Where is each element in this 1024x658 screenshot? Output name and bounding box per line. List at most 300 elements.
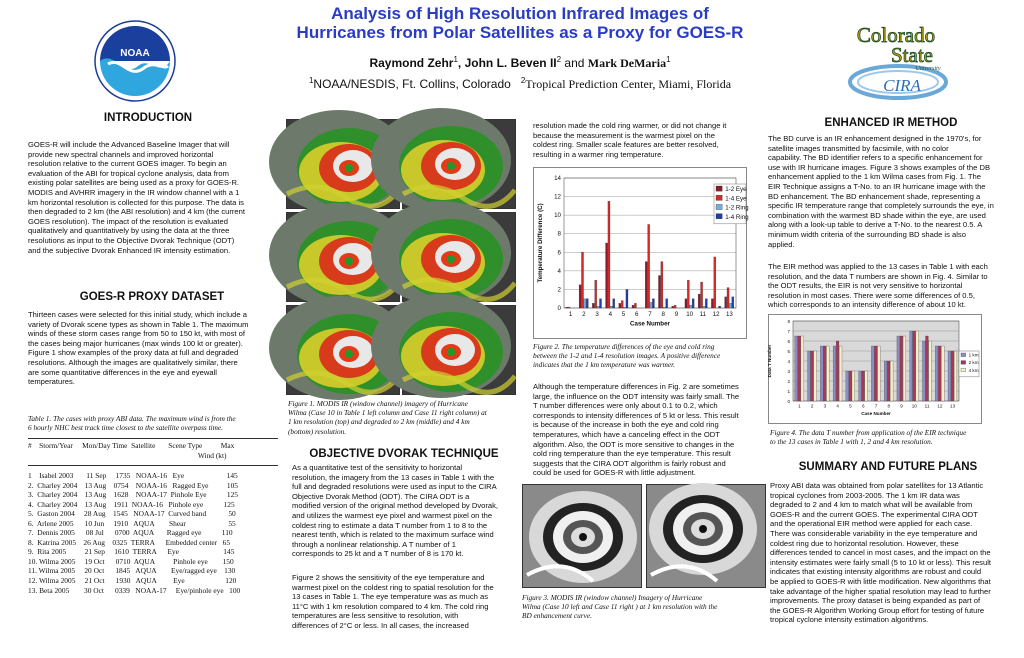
table1-row: 8. Katrina 2005 26 Aug 0325 TERRA Embedded center 65 — [28, 537, 231, 547]
bar — [913, 331, 916, 401]
figure1-caption — [288, 399, 520, 436]
x-tick-label: 3 — [823, 403, 827, 409]
x-axis-label: Case Number — [861, 411, 891, 417]
bar — [732, 297, 734, 308]
bar — [849, 371, 852, 401]
x-tick-label: 12 — [937, 403, 943, 409]
legend-swatch — [961, 361, 966, 365]
bar — [808, 351, 811, 401]
intro-text-line: then degraded to 2 km (the ABI resolution) and 4 km (the current — [28, 207, 245, 217]
eir-heading: ENHANCED IR METHOD — [824, 117, 958, 129]
y-tick-label: 14 — [554, 175, 561, 182]
affil-1-sup: 1 — [308, 76, 314, 85]
bar — [811, 351, 814, 401]
summary-heading: SUMMARY AND FUTURE PLANS — [798, 461, 978, 473]
legend-swatch — [961, 353, 966, 357]
legend-swatch — [716, 186, 722, 191]
x-tick-label: 4 — [836, 403, 839, 409]
body-text-line: coldest ring. Smaller scale features are better resolved, — [533, 140, 719, 150]
summary-text-line: Proxy ABI data was obtained from polar satellites for 13 Atlantic — [770, 481, 984, 490]
table1-row: 11. Wilma 2005 20 Oct 1845 AQUA Eye/ragged eye 130 — [28, 566, 236, 576]
legend-label: 1-2 Eye — [725, 186, 747, 194]
figure4-caption — [770, 428, 1016, 446]
bar — [711, 299, 713, 308]
bar — [926, 336, 929, 401]
cira-logo-text: CIRA — [883, 76, 921, 95]
csu-logo-line3: University — [915, 66, 941, 72]
bar — [725, 297, 727, 308]
summary-text-line: GOES-R and the current GOES. The experimental CIRA ODT — [770, 509, 978, 519]
bar — [584, 299, 586, 308]
bar — [672, 306, 674, 308]
x-axis-label: Case Number — [630, 320, 670, 328]
eir-text-line: applied. — [768, 239, 795, 249]
body-text-line: resolution made the cold ring warmer, or did not change it — [533, 121, 727, 130]
author-line — [240, 52, 800, 71]
bar — [613, 299, 615, 308]
bar — [597, 306, 599, 308]
bar — [814, 351, 817, 401]
y-tick-label: 10 — [554, 212, 561, 220]
bar — [871, 346, 874, 401]
bar — [922, 341, 925, 401]
summary-text-line: the GOES-R Algorithm Working Group effort for testing of future — [770, 605, 985, 615]
figure2-caption — [533, 342, 765, 370]
bar — [826, 346, 829, 401]
bar — [674, 305, 676, 308]
body-text-line: could be used for GOES-R with little adjustment. — [533, 468, 696, 478]
x-tick-label: 11 — [699, 311, 707, 319]
eir-text-line: the ODT results, the EIR is not very sensitive to horizontal — [768, 281, 963, 291]
figure4-chart — [768, 314, 982, 424]
odt-text-line: Objective Dvorak Method (ODT). The CIRA ODT is a — [292, 491, 470, 501]
bd-enhanced-image — [646, 484, 766, 588]
x-tick-label: 13 — [950, 403, 956, 409]
odt-text-line: 13 cases in Table 1. The eye temperature was as much as — [292, 592, 488, 602]
odt-text-line: full and degraded resolutions were used as input to the CIRA — [292, 482, 497, 492]
bar — [687, 280, 689, 308]
bar — [648, 224, 650, 308]
bar — [568, 307, 570, 308]
odt-text-line: corresponds to 25 kt and a T number of 8 is 170 kt. — [292, 549, 464, 559]
x-tick-label: 9 — [900, 403, 903, 409]
bar — [632, 305, 634, 308]
intro-text-line: resolution relative to the current GOES imager. To begin an — [28, 159, 227, 169]
eir-text-line: combination with the warmest BD shade within the eye, are used — [768, 210, 986, 220]
table1-row: 3. Charley 2004 13 Aug 1628 NOAA-17 Pinhole Eye 125 — [28, 490, 239, 500]
intro-text-line: existing polar satellites are being used as a proxy for GOES-R. — [28, 178, 240, 188]
legend-label: 1-2 Ring — [725, 204, 749, 212]
table1-caption-line: Table 1. The cases with proxy ABI data. The maximum wind is from the — [28, 414, 236, 423]
eir-text-line: BD enhancement. The BD enhancement shade, representing a — [768, 191, 981, 201]
body-text-line: large, the influence on the ODT intensity was fairly small. The — [533, 391, 740, 401]
figure1-caption-line: (bottom) resolution. — [288, 426, 347, 436]
author-1-sup: 1 — [453, 55, 458, 64]
figure4-caption-line: to the 13 cases in Table 1 with 1, 2 and 4 km resolution. — [770, 437, 933, 447]
bar — [727, 288, 729, 308]
body-text-line: suggests that the CIRA ODT algorithm is fairly robust and — [533, 458, 726, 468]
proxy-text — [28, 310, 280, 387]
eir-text-line: capability. The BD identifier refers to a specific enhancement for — [768, 153, 983, 163]
odt-text-line: resolution, the imagery from the 13 cases in Table 1 with the — [292, 472, 495, 482]
odt-text — [292, 463, 522, 559]
legend-label: 1 km — [968, 352, 979, 358]
bar — [621, 301, 623, 308]
bar — [698, 294, 700, 308]
summary-text-line: improvements. The proxy dataset is being expanded as part of — [770, 596, 981, 606]
bar — [705, 299, 707, 308]
y-tick-label: 4 — [787, 359, 790, 364]
bar — [714, 257, 716, 308]
bar — [903, 336, 906, 401]
table1-mid-rule — [28, 465, 278, 466]
bar — [900, 336, 903, 401]
proxy-text-line: are some quantitative differences in the eye and eyewall — [28, 367, 217, 377]
bar — [645, 262, 647, 308]
summary-text-line: degraded to 2 and 4 km to match what will be available from — [770, 500, 973, 510]
bar — [658, 276, 660, 309]
noaa-logo-text: NOAA — [120, 48, 150, 59]
intro-text-line: evaluation of the ABI for tropical cyclone analysis, data from — [28, 168, 229, 178]
author-1: Raymond Zehr — [369, 56, 454, 70]
x-tick-label: 13 — [725, 311, 733, 319]
x-tick-label: 1 — [798, 403, 801, 409]
body-text-line: is because of the increase in both the eye and cold ring — [533, 420, 719, 430]
bar — [579, 285, 581, 308]
bar — [608, 201, 610, 308]
eir-text-line: resolution, and the data T numbers are shown in Fig. 4. Similar to — [768, 271, 988, 281]
bar — [884, 361, 887, 401]
x-tick-label: 8 — [661, 311, 665, 319]
bar — [719, 306, 721, 308]
body-text-line: because the measurement is the warmest pixel on the — [533, 130, 715, 140]
figure2-caption-line: indicates that the 1 km temperature was warmer. — [533, 360, 676, 370]
table1-row: 6. Arlene 2005 10 Jun 1910 AQUA Shear 55 — [28, 518, 236, 528]
legend-label: 1-4 Ring — [725, 213, 749, 221]
body-text-line: corresponds to intensity differences of 5 kt or less. This result — [533, 410, 739, 420]
x-tick-label: 3 — [595, 311, 599, 319]
x-tick-label: 9 — [674, 311, 679, 319]
x-tick-label: 4 — [608, 311, 613, 319]
figure2-svg — [534, 168, 749, 338]
bar — [948, 351, 951, 401]
odt-text-line: 11°C with 1 km resolution compared to 4 km. The cold ring — [292, 601, 489, 611]
bar — [916, 331, 919, 401]
summary-text-line: tropical cyclone intensity estimation algorithms. — [770, 615, 929, 625]
x-tick-label: 8 — [887, 403, 891, 409]
table1-top-rule — [28, 438, 278, 439]
x-tick-label: 6 — [635, 311, 639, 319]
bar — [703, 306, 705, 308]
table1-caption-line: 6 hourly NHC best track time closest to the satellite overpass time. — [28, 423, 223, 433]
proxy-heading: GOES-R PROXY DATASET — [79, 291, 225, 303]
hurricane-ir-image — [402, 212, 516, 302]
affiliation-line — [240, 73, 800, 92]
proxy-text-line: temperatures. — [28, 377, 75, 387]
x-tick-label: 1 — [568, 311, 573, 319]
x-tick-label: 7 — [874, 403, 878, 409]
odt-text-line: modified version of the original method developed by Dvorak, — [292, 501, 498, 511]
bar — [938, 346, 941, 401]
bar — [929, 341, 932, 401]
csu-cira-logo — [828, 20, 954, 102]
table1-row: 4. Charley 2004 13 Aug 1911 NOAA-16 Pinhole eye 125 — [28, 499, 235, 509]
body-text-line: resulting in a warmer ring temperature. — [533, 149, 664, 159]
intro-text — [28, 140, 276, 255]
bar — [798, 336, 801, 401]
body-text-line: cold ring temperature than the eye temperature. This result — [533, 449, 731, 459]
bar — [897, 336, 900, 401]
odt-text-line: differences of 2°C or less. In all cases, the increased — [292, 620, 469, 630]
table1-row: 5. Gaston 2004 28 Aug 1545 NOAA-17 Curved band 50 — [28, 509, 236, 519]
summary-text — [770, 481, 1020, 625]
proxy-text-line: Figure 1 show examples of the proxy data at full and degraded — [28, 348, 239, 358]
bar — [701, 282, 703, 308]
proxy-text-line: the cases being major hurricanes (max winds 100 kt or greater). — [28, 338, 243, 348]
bar — [595, 280, 597, 308]
bd-enhanced-image — [522, 484, 642, 588]
figure2-chart — [533, 167, 747, 339]
table1-row: 13. Beta 2005 30 Oct 0339 NOAA-17 Eye/pinhole eye 100 — [28, 585, 241, 595]
bar — [833, 346, 836, 401]
noaa-logo — [94, 20, 176, 102]
bar — [801, 336, 804, 401]
eir-text-2 — [768, 262, 1018, 310]
figure2-caption-line: between the 1-2 and 1-4 resolution images. A positive difference — [533, 351, 721, 361]
intro-text-line: GOES resolution). The impact of the resolution is evaluated — [28, 216, 228, 226]
bar — [852, 371, 855, 401]
odt-text-line: and utilizes the warmest eye pixel and warmest pixel on the — [292, 510, 493, 520]
y-tick-label: 1 — [787, 389, 790, 394]
eir-text-line: which corresponds to an intensity difference of about 10 kt. — [768, 300, 966, 310]
summary-text-line: differences tended to cancel in most cases, and the impact on the — [770, 548, 991, 558]
bar — [954, 351, 957, 401]
intro-text-line: resolutions as input to the Objective Dvorak Technique (ODT) — [28, 235, 235, 245]
table1-header-line1: # Storm/Year Mon/Day Time Satellite Scene Type Max — [28, 441, 235, 450]
summary-text-line: take advantage of the higher spatial resolution may lead to further — [770, 586, 991, 596]
figure1-image-grid — [286, 119, 518, 393]
y-tick-label: 4 — [557, 267, 561, 275]
hurricane-ir-image — [402, 119, 516, 209]
eir-text-line: specific IR temperature range that completely surrounds the eye, in — [768, 201, 994, 211]
plot-frame — [564, 178, 736, 308]
table1-row: 2. Charley 2004 13 Aug 0754 NOAA-16 Ragged Eye 105 — [28, 480, 238, 490]
intro-text-line: and the subjective Dvorak Enhanced IR intensity estimation. — [28, 245, 231, 255]
table1-header — [28, 441, 278, 460]
bar — [874, 346, 877, 401]
x-tick-label: 7 — [648, 311, 652, 319]
proxy-text-line: variety of Dvorak scene types as shown in Table 1. The maximum — [28, 319, 249, 329]
bar — [586, 299, 588, 308]
y-tick-label: 6 — [557, 249, 561, 257]
authors-block — [240, 52, 800, 92]
intro-text-line: qualitatively and quantitatively by using the data at the three — [28, 226, 230, 236]
y-tick-label: 7 — [787, 329, 790, 334]
eir-text-line: enhancement applied to the 1 km Wilma cases from Fig. 1. The — [768, 172, 982, 182]
y-axis-label: Data T Number — [767, 344, 772, 378]
figure4-caption-line: Figure 4. The data T number from application of the EIR technique — [770, 428, 967, 437]
y-tick-label: 8 — [557, 230, 561, 238]
legend-label: 4 km — [968, 367, 979, 373]
odt-results-text — [533, 382, 765, 478]
legend-swatch — [716, 214, 722, 219]
y-tick-label: 6 — [787, 339, 790, 344]
bar — [941, 346, 944, 401]
affiliation-1: NOAA/NESDIS, Ft. Collins, Colorado — [313, 77, 511, 91]
eir-text-line: resolution in most cases. There were some differences of 0.5, — [768, 290, 975, 300]
eir-text-line: The EIR method was applied to the 13 cases in Table 1 with each — [768, 262, 988, 271]
csu-logo-line1: Colorado — [856, 23, 936, 47]
figure3-caption-line: Figure 3. MODIS IR (window channel) Imagery of Hurricane — [522, 593, 703, 602]
summary-text-line: There was considerable variability in the eye temperature and — [770, 528, 978, 538]
y-tick-label: 0 — [787, 399, 790, 404]
y-tick-label: 5 — [787, 349, 790, 354]
bar — [951, 351, 954, 401]
affil-2-sup: 2 — [520, 76, 526, 85]
eir-text-line: The BD curve is an IR enhancement designed in the 1970's, for — [768, 134, 982, 143]
bar — [823, 346, 826, 401]
legend-label: 1-4 Eye — [725, 195, 747, 203]
proxy-text-line: resolutions. Although the images are qualitatively similar, there — [28, 357, 238, 367]
body-text-line: Although the temperature differences in Fig. 2 are sometimes — [533, 382, 739, 391]
eir-text-line: EIR Technique assigns a T-No. to an IR hurricane image with the — [768, 181, 986, 191]
bar — [690, 305, 692, 308]
bar — [878, 346, 881, 401]
odt-continued-text — [533, 121, 765, 159]
odt-text-2 — [292, 573, 522, 631]
x-tick-label: 10 — [911, 403, 917, 409]
x-tick-label: 6 — [861, 403, 865, 409]
bar — [606, 243, 608, 308]
bar — [661, 262, 663, 308]
eir-text-line: use with IR hurricane images. Figure 3 shows examples of the DB — [768, 162, 991, 172]
author-sep: , — [457, 56, 465, 70]
table1-body — [28, 471, 278, 595]
eir-text-line: along with a look-up table to derive a T-No. to the nearest 0.5. A — [768, 220, 983, 230]
bar — [890, 361, 893, 401]
x-tick-label: 11 — [924, 403, 930, 409]
author-2-sup: 2 — [556, 55, 562, 64]
intro-heading: INTRODUCTION — [103, 112, 193, 124]
body-text-line: temperatures, which have a canceling effect in the ODT — [533, 429, 720, 439]
table1-row: 9. Rita 2005 21 Sep 1610 TERRA Eye 145 — [28, 547, 235, 557]
eir-text-line: satellite images transmitted by facsimile, with no color — [768, 143, 949, 153]
body-text-line: algorithm. Also, the ODT is more sensitive to changes in the — [533, 439, 735, 449]
bar — [626, 289, 628, 308]
odt-text-line: through a nonlinear relationship. A T number of 1 — [292, 539, 456, 549]
summary-text-line: indicates that existing intensity algorithms are robust and could — [770, 567, 982, 577]
title-line-1: Analysis of High Resolution Infrared Images of — [331, 4, 709, 23]
author-3-sup: 1 — [666, 55, 671, 64]
bar — [592, 303, 594, 308]
bar — [663, 307, 665, 308]
bar — [685, 299, 687, 308]
odt-text-line: nearest tenth, which is related to the maximum surface wind — [292, 530, 494, 540]
affiliation-2: Tropical Prediction Center, Miami, Florida — [525, 77, 732, 91]
csu-logo-line2: State — [891, 43, 933, 67]
author-3: Mark DeMaria — [587, 56, 667, 70]
body-text-line: T number differences were only about 0.1 to 0.2, which — [533, 401, 718, 411]
proxy-text-line: Thirteen cases were selected for this initial study, which include a — [28, 310, 247, 319]
legend-swatch — [716, 204, 722, 209]
y-tick-label: 2 — [557, 286, 561, 294]
summary-text-line: tropical cyclones from 2003-2005. The 1 km IR data was — [770, 490, 960, 500]
odt-text-line: coldest ring to estimate a data T number from 1 to 8 to the — [292, 520, 488, 530]
x-tick-label: 5 — [849, 403, 852, 409]
bar — [795, 336, 798, 401]
bar — [619, 303, 621, 308]
intro-text-line: provide new spectral channels and improved horizontal — [28, 149, 214, 159]
odt-text-line: temperatures are less sensitive to resolution, with — [292, 611, 459, 621]
bar — [910, 331, 913, 401]
figure1-caption-line: Figure 1. MODIS IR (window channel) imagery of Hurricane — [288, 399, 468, 408]
table1-row: 7. Dennis 2005 08 Jul 0700 AQUA Ragged eye 110 — [28, 528, 233, 538]
intro-text-line: MODIS and AVHRR imagery in the IR window channel with a 1 — [28, 187, 240, 197]
bar — [859, 371, 862, 401]
x-tick-label: 2 — [582, 311, 586, 319]
intro-text-line: GOES-R will include the Advanced Baseline Imager that will — [28, 140, 230, 149]
figure3-caption — [522, 593, 770, 621]
bar — [935, 346, 938, 401]
y-tick-label: 0 — [557, 305, 561, 312]
bar — [865, 371, 868, 401]
figure1-caption-line: Wilma (Case 10 in Table 1 left column and Case 11 right column) at — [288, 408, 487, 418]
odt-text-line: Figure 2 shows the sensitivity of the eye temperature and — [292, 573, 485, 582]
figure3-caption-line: Wilma (Case 10 left and Case 11 right ) at 1 km resolution with the — [522, 602, 718, 612]
bar — [624, 307, 626, 308]
bar — [652, 299, 654, 308]
figure3-images — [522, 484, 768, 588]
y-axis-label: Temperature Difference (C) — [537, 203, 544, 283]
bar — [729, 303, 731, 308]
legend-swatch — [961, 368, 966, 372]
summary-text-line: be applied to GOES-R with little modification. New algorithms that — [770, 576, 991, 586]
y-tick-label: 2 — [787, 379, 790, 384]
proxy-text-line: winds of these storm cases range from 50 to 150 kt, with most of — [28, 329, 245, 339]
bar — [634, 303, 636, 308]
bar — [610, 306, 612, 308]
bar — [581, 252, 583, 308]
bar — [692, 299, 694, 308]
author-2: John L. Beven II — [464, 56, 557, 70]
eir-text — [768, 134, 1018, 249]
legend-label: 2 km — [968, 360, 979, 366]
y-tick-label: 8 — [787, 319, 790, 324]
table1-row: 12. Wilma 2005 21 Oct 1930 AQUA Eye 120 — [28, 576, 237, 586]
summary-text-line: intensity estimates were fairly small (5 to 10 kt or less). This result — [770, 557, 991, 567]
table1-row: 1 Isabel 2003 11 Sep 1735 NOAA-16 Eye 145 — [28, 471, 238, 480]
bar — [599, 299, 601, 308]
x-tick-label: 2 — [810, 403, 814, 409]
table1-row: 10. Wilma 2005 19 Oct 0710 AQUA Pinhole eye 150 — [28, 556, 234, 566]
bar — [820, 346, 823, 401]
bar — [666, 299, 668, 308]
figure1-caption-line: 1 km resolution (top) and degraded to 2 km (middle) and 4 km — [288, 417, 470, 427]
summary-text-line: coldest ring due to horizontal resolution. However, these — [770, 538, 959, 548]
x-tick-label: 10 — [686, 311, 694, 319]
odt-text-line: warmest pixel on the coldest ring to spatial resolution for the — [292, 582, 494, 592]
bar — [836, 341, 839, 401]
intro-text-line: km horizontal resolution is collected for this purpose. The data is — [28, 197, 244, 207]
title-line-2: Hurricanes from Polar Satellites as a Proxy for GOES-R — [296, 23, 744, 42]
summary-text-line: and the operational EIR method were applied for each case. — [770, 519, 973, 529]
bar — [862, 371, 865, 401]
y-tick-label: 12 — [554, 193, 561, 201]
x-tick-label: 12 — [712, 311, 720, 319]
figure2-caption-line: Figure 2. The temperature differences of the eye and cold ring — [533, 342, 715, 351]
eir-text-line: minimum width criteria of the surrounding BD shade is also — [768, 229, 966, 239]
x-tick-label: 5 — [621, 311, 626, 319]
